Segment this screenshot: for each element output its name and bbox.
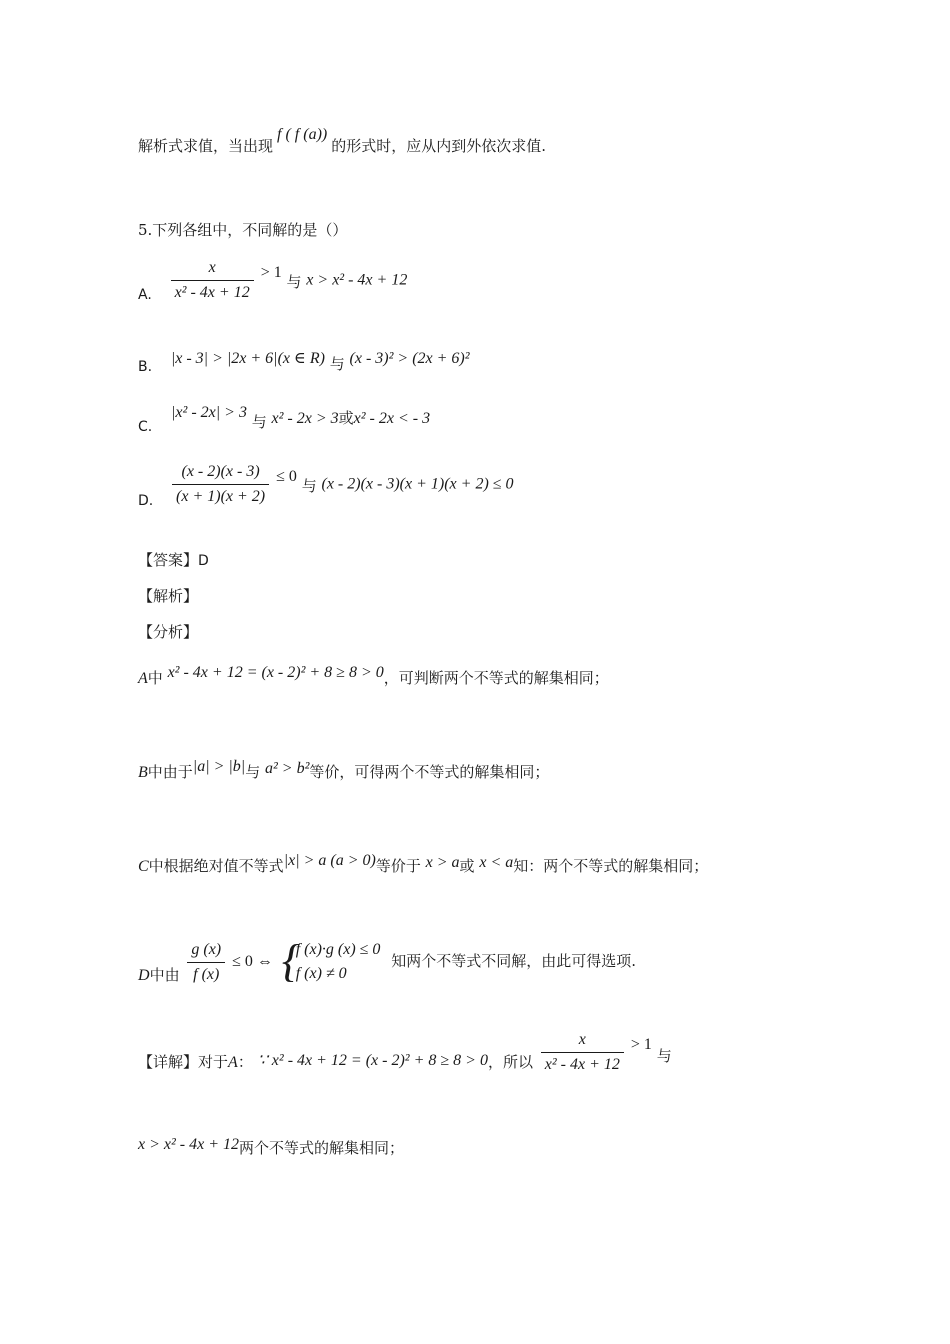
fenxi-a-zhong: 中 [147,669,163,687]
fenxi-a-var: A [138,670,148,687]
fenxi-c-zhong: 中根据绝对值不等式 [148,857,284,875]
option-d-fraction [172,462,269,507]
option-c-rhs1: x² - 2x > 3 [271,410,339,427]
fenxi-d-after: ≤ 0 ⇔ [228,953,273,970]
fenxi-b-connector: 与 [245,763,261,781]
fenxi-c-mid: 等价于 [375,857,421,875]
jiexi-tag: 【解析】 [138,587,199,605]
detail-colon: ： [237,1052,253,1071]
fenxi-c-expression3: x < a [479,854,514,871]
option-a-label: A. [138,286,152,303]
option-c-or: 或 [338,409,354,427]
fenxi-a-expression: x² - 4x + 12 = (x - 2)² + 8 ≥ 8 > 0 [167,664,384,681]
fenxi-d-system [281,935,381,986]
answer-tag: 【答案】 [138,551,199,569]
fenxi-line [138,622,198,642]
fenxi-d-system-row1: f (x)·g (x) ≤ 0 [295,941,381,958]
option-c [138,404,431,435]
fenxi-c-expression2: x > a [425,854,460,871]
detail-numerator: x [578,1031,586,1048]
option-b-label: B. [138,359,153,375]
jiexi-line [138,586,198,606]
option-a-numerator: x [208,259,216,276]
option-d-rhs: (x - 2)(x - 3)(x + 1)(x + 2) ≤ 0 [321,475,514,493]
fenxi-c-or: 或 [459,857,475,875]
detail-connector: 与 [656,1046,672,1065]
option-c-lhs: |x² - 2x| > 3 [171,404,247,421]
option-a [138,258,407,303]
detail-after-fraction: > 1 [626,1035,652,1053]
intro-line [138,126,546,157]
fenxi-c-text: 知：两个不等式的解集相同； [513,857,709,875]
option-d-label: D. [138,492,154,509]
fenxi-b [138,758,550,783]
detail-tag: 【详解】 [138,1052,199,1071]
fenxi-a-text: ，可判断两个不等式的解集相同； [383,669,609,687]
option-d-connector: 与 [301,476,317,495]
detail-line2-text: 两个不等式的解集相同； [239,1139,405,1157]
option-b-rhs: (x - 3)² > (2x + 6)² [349,350,470,367]
option-a-after-fraction: > 1 [256,263,282,281]
detail-var: A [228,1053,238,1071]
question-stem [138,220,347,240]
option-c-rhs2: x² - 2x < - 3 [353,410,431,427]
detail-line1 [138,1030,672,1075]
question-stem-text: 5.下列各组中，不同解的是（） [138,221,348,239]
option-d-numerator: (x - 2)(x - 3) [181,463,260,480]
option-d [138,462,514,507]
answer-value: D [198,553,209,569]
intro-suffix: 的形式时，应从内到外依次求值. [331,137,546,155]
option-c-connector: 与 [251,413,267,431]
fenxi-d-denominator: f (x) [187,962,225,985]
option-b-connector: 与 [329,355,345,373]
answer-line [138,550,209,571]
fenxi-d-numerator: g (x) [191,940,222,958]
fenxi-d [138,935,636,986]
detail-fraction [541,1030,624,1075]
fenxi-c-expression1: |x| > a (a > 0) [283,852,376,869]
intro-expression: f ( f (a)) [277,126,328,143]
fenxi-c [138,852,709,877]
option-a-rhs: x > x² - 4x + 12 [306,271,408,289]
option-d-after-fraction: ≤ 0 [272,467,297,485]
fenxi-c-var: C [138,858,149,875]
option-a-fraction [171,258,254,303]
fenxi-d-fraction [187,940,225,985]
option-d-denominator: (x + 1)(x + 2) [172,484,269,507]
fenxi-tag: 【分析】 [138,623,199,641]
fenxi-a [138,664,609,689]
option-a-connector: 与 [286,272,302,291]
fenxi-b-expression1: |a| > |b| [192,758,246,775]
option-b [138,348,470,375]
detail-expression: ∵ x² - 4x + 12 = (x - 2)² + 8 ≥ 8 > 0 [257,1051,488,1069]
brace-icon: { [281,935,301,986]
fenxi-b-expression2: a² > b² [264,760,310,777]
fenxi-b-zhong: 中由于 [147,763,193,781]
detail-line2 [138,1138,404,1159]
fenxi-d-var: D [138,967,150,984]
detail-lead: 对于 [198,1052,229,1071]
fenxi-d-text: 知两个不等式不同解，由此可得选项. [391,952,636,970]
option-a-denominator: x² - 4x + 12 [171,280,254,303]
detail-line2-expression: x > x² - 4x + 12 [138,1136,240,1153]
option-c-label: C. [138,419,153,435]
intro-prefix: 解析式求值，当出现 [138,137,274,155]
fenxi-d-system-row2: f (x) ≠ 0 [295,965,347,982]
fenxi-b-var: B [138,764,148,781]
option-b-lhs: |x - 3| > |2x + 6|(x ∈ R) [170,350,325,367]
fenxi-b-text: 等价，可得两个不等式的解集相同； [309,763,550,781]
detail-so: ，所以 [487,1052,533,1071]
fenxi-d-zhong: 中由 [149,966,180,984]
detail-denominator: x² - 4x + 12 [541,1052,624,1075]
